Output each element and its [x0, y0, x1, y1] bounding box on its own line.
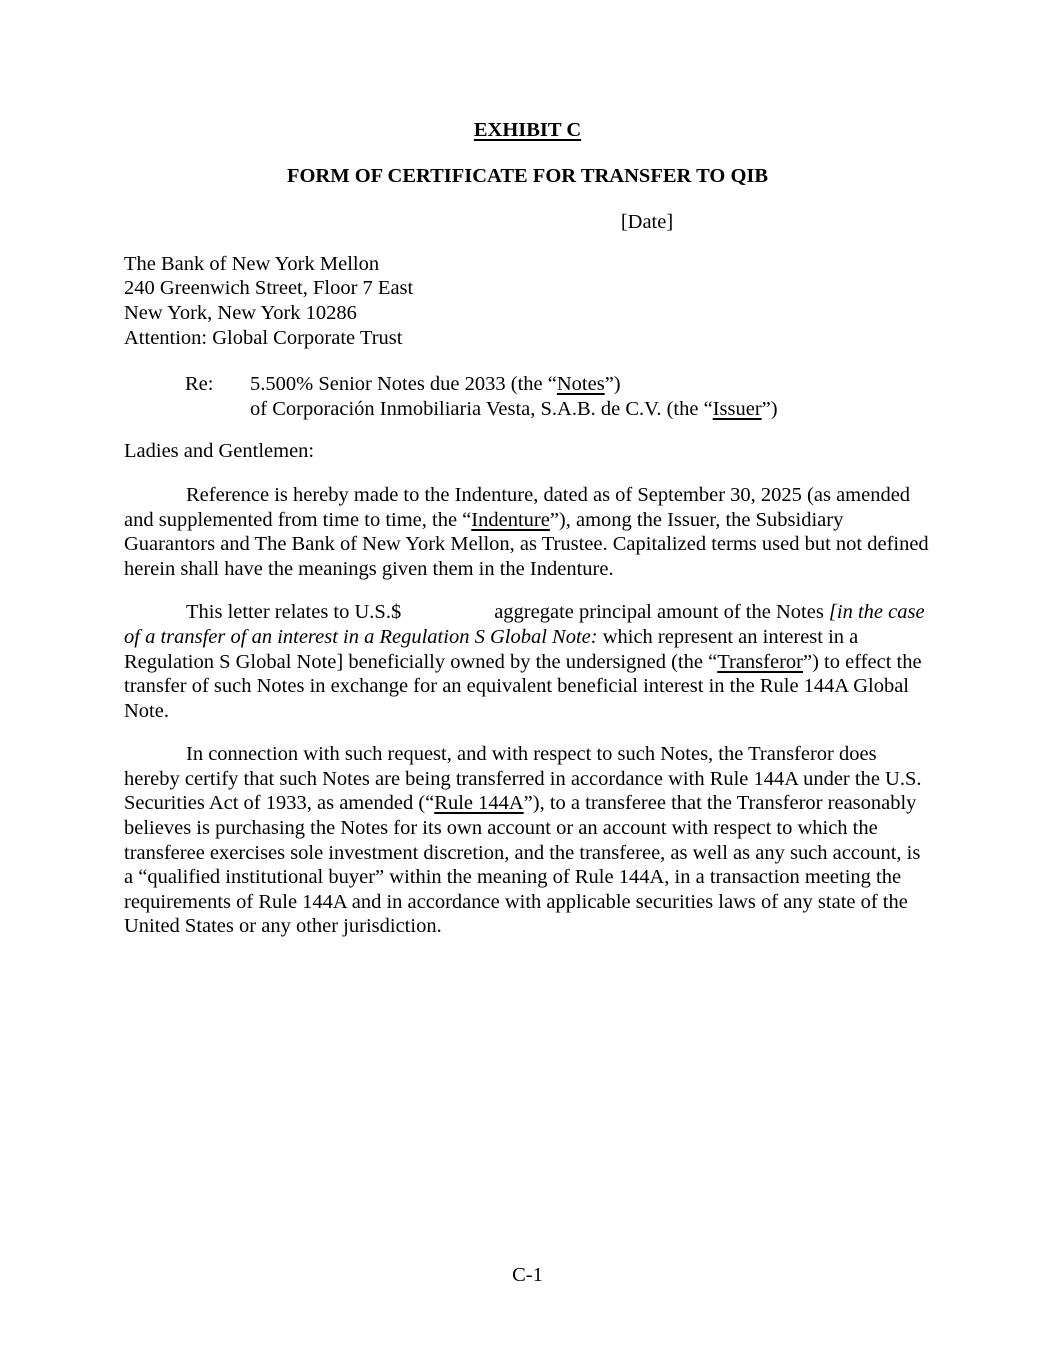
paragraph-rule-144a-certification: In connection with such request, and with respect to such Notes, the Transferor does hereby certify that such Notes are being transferred in accordance with Rule 144A under the U.S. Securities Act of 1933, as amended (“Rule 144A”), to a transferee that the Transferor reasonably believes is purchasing the Notes for its own account or an account with respect to which the transferee exercises sole investment discretion, and the transferee, as well as any such account, is a “qualified institutional buyer” within the meaning of Rule 144A, in a transaction meeting the requirements of Rule 144A and in accordance with applicable securities laws of any state of the United States or any other jurisdiction.	[124, 743, 922, 938]
salutation: Ladies and Gentlemen:	[124, 440, 315, 463]
date-placeholder: [Date]	[620, 211, 674, 234]
paragraph-letter-relates: This letter relates to U.S.$ aggregate principal amount of the Notes [in the case of a transfer of an interest in a Regulation S Global Note: which represent an interest in a Regulation S Global Note] beneficially owned by the undersigned (the “Transferor”) to effect the transfer of such Notes in exchange for an equivalent beneficial interest in the Rule 144A Global Note.	[124, 601, 925, 722]
exhibit-title: EXHIBIT C	[473, 119, 582, 141]
address-line-3: New York, New York 10286	[124, 301, 357, 324]
document-header	[124, 118, 931, 235]
recipient-address	[124, 252, 931, 350]
page-number: C-1	[512, 1264, 543, 1286]
re-block	[124, 372, 931, 421]
re-label: Re:	[185, 373, 214, 396]
address-line-1: The Bank of New York Mellon	[124, 252, 380, 275]
address-line-4: Attention: Global Corporate Trust	[124, 326, 403, 349]
form-title: FORM OF CERTIFICATE FOR TRANSFER TO QIB	[286, 164, 769, 187]
re-line-2: of Corporación Inmobiliaria Vesta, S.A.B. de C.V. (the “Issuer”)	[250, 397, 778, 420]
re-indent-spacer	[124, 372, 185, 421]
paragraph-indenture-reference: Reference is hereby made to the Indenture, dated as of September 30, 2025 (as amended and supplemented from time to time, the “Indenture”), among the Issuer, the Subsidiary Guarantors and The Bank of New York Mellon, as Trustee. Capitalized terms used but not defined herein shall have the meanings given them in the Indenture.	[124, 483, 929, 580]
re-line-1: 5.500% Senior Notes due 2033 (the “Notes”)	[250, 373, 621, 396]
address-line-2: 240 Greenwich Street, Floor 7 East	[124, 277, 414, 300]
re-content	[250, 372, 931, 421]
